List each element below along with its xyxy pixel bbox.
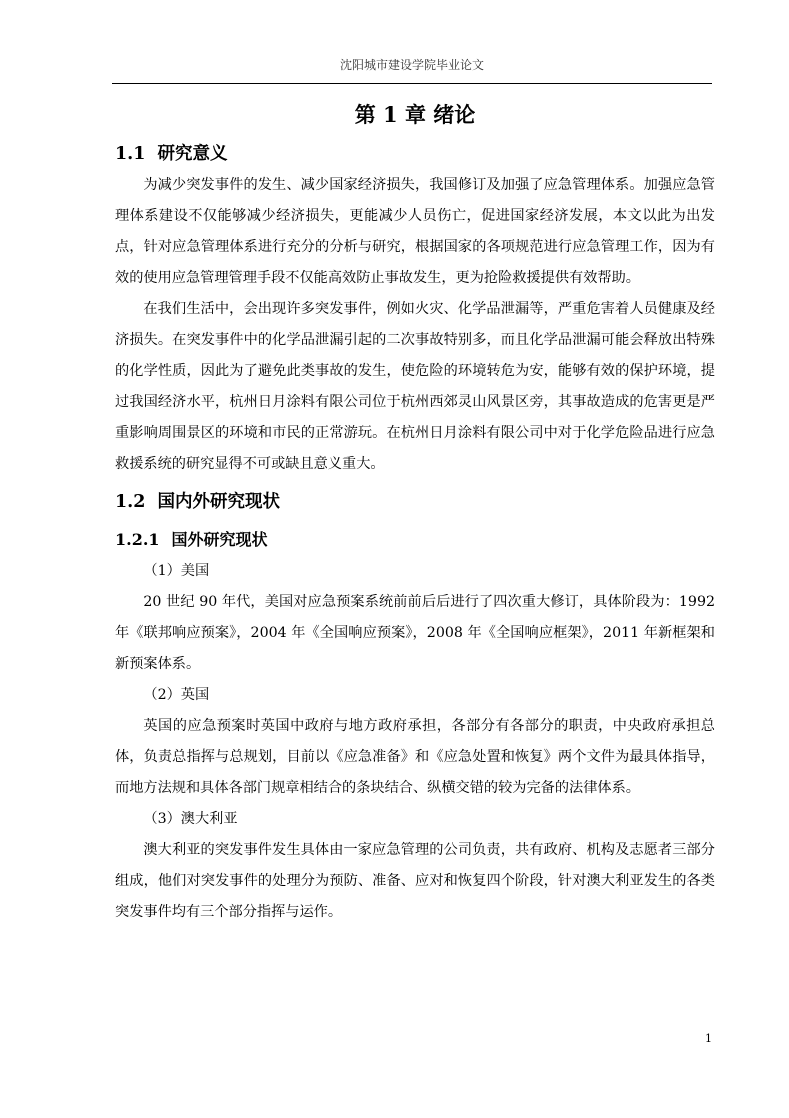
section-title: 研究意义 — [157, 144, 228, 164]
paragraph: 在我们生活中，会出现许多突发事件，例如火灾、化学品泄漏等，严重危害着人员健康及经济损失。在突发事件中的化学品泄漏引起的二次事故特别多，而且化学品泄漏可能会释放出特殊的化学性质，因此为了避免此类事故的发生，使危险的环境转危为安，能够有效的保护环境，提过我国经济水平，杭州日月涂料有限公司位于杭州西郊灵山风景区旁，其事故造成的危害更是严重影响周围景区的环境和市民的正常游玩。在杭州日月涂料有限公司中对于化学危险品进行应急救援系统的研究显得不可或缺且意义重大。 — [115, 301, 715, 472]
page-number: 1 — [705, 1032, 712, 1045]
country-label-uk: （2）英国 — [143, 687, 210, 703]
section-heading-1-2 — [115, 486, 715, 518]
section-number: 1.2 — [115, 492, 146, 512]
country-label-usa: （1）美国 — [143, 563, 210, 579]
header-rule — [112, 83, 712, 84]
subsection-heading-1-2-1 — [115, 524, 715, 556]
subsection-number: 1.2.1 — [115, 530, 160, 549]
paragraph: 为减少突发事件的发生、减少国家经济损失，我国修订及加强了应急管理体系。加强应急管理体系建设不仅能够减少经济损失，更能减少人员伤亡，促进国家经济发展，本文以此为出发点，针对应急管理体系进行充分的分析与研究，根据国家的各项规范进行应急管理工作，因为有效的使用应急管理管理手段不仅能高效防止事故发生，更为抢险救援提供有效帮助。 — [115, 177, 715, 286]
page-content — [115, 98, 715, 928]
subsection-title: 国外研究现状 — [171, 530, 268, 549]
section-title: 国内外研究现状 — [157, 492, 280, 512]
paragraph: 澳大利亚的突发事件发生具体由一家应急管理的公司负责，共有政府、机构及志愿者三部分组成，他们对突发事件的处理分为预防、准备、应对和恢复四个阶段，针对澳大利亚发生的各类突发事件均有三个部分指挥与运作。 — [115, 842, 715, 920]
paragraph: 20 世纪 90 年代，美国对应急预案系统前前后后进行了四次重大修订，具体阶段为：1992 年《联邦响应预案》，2004 年《全国响应预案》，2008 年《全国响应框架》，2011 年新框架和新预案体系。 — [115, 594, 715, 672]
paragraph: 英国的应急预案时英国中政府与地方政府承担，各部分有各部分的职责，中央政府承担总体，负责总指挥与总规划，目前以《应急准备》和《应急处置和恢复》两个文件为最具体指导，而地方法规和具体各部门规章相结合的条块结合、纵横交错的较为完备的法律体系。 — [115, 718, 715, 796]
chapter-title: 第 1 章 绪论 — [354, 102, 476, 127]
country-label-australia: （3）澳大利亚 — [143, 811, 238, 827]
section-number: 1.1 — [115, 144, 146, 164]
running-header: 沈阳城市建设学院毕业论文 — [339, 58, 484, 72]
section-heading-1-1 — [115, 138, 715, 170]
